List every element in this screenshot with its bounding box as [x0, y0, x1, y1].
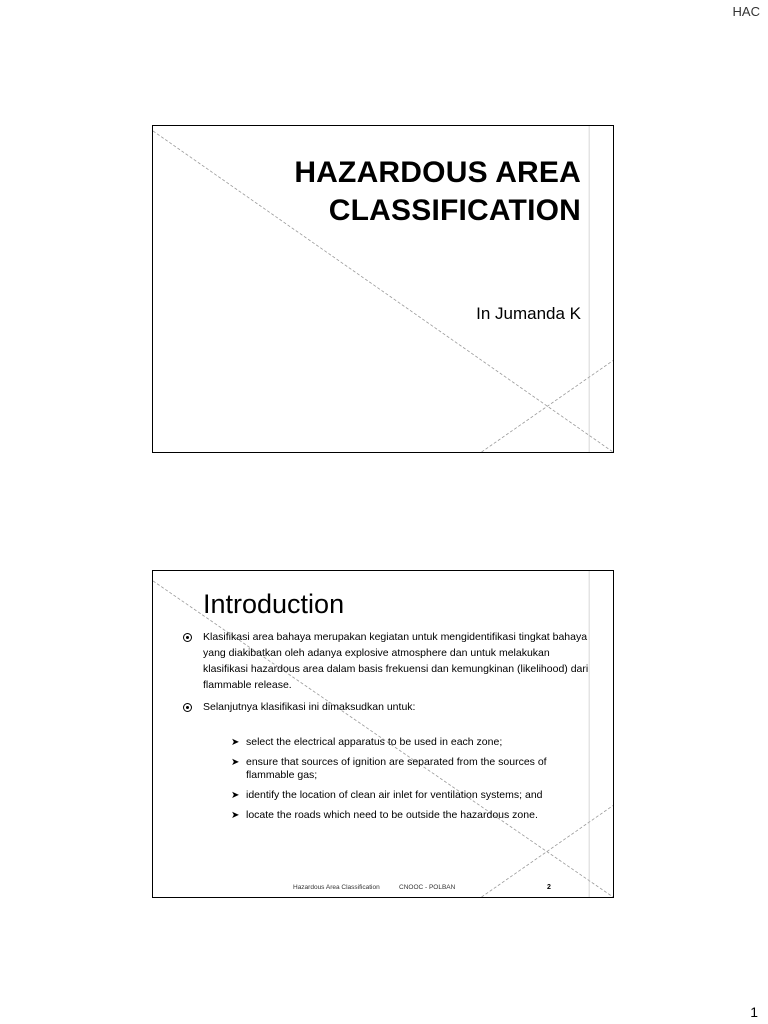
title-slide	[152, 125, 614, 453]
sub-bullet-list	[231, 736, 581, 829]
arrow-right-icon: ➤	[231, 810, 240, 821]
sub-bullet-text: select the electrical apparatus to be used in each zone;	[246, 736, 503, 748]
footer-page-number: 2	[547, 884, 551, 891]
sub-bullet-text: locate the roads which need to be outside the hazardous zone.	[246, 809, 538, 821]
bullet-text: Klasifikasi area bahaya merupakan kegiatan untuk mengidentifikasi tingkat bahaya yang diakibatkan oleh adanya explosive atmosphere dan untuk melakukan klasifikasi hazardous area dalam basis frekuensi dan kemungkinan (likelihood) dari flammable release.	[203, 631, 589, 691]
bullet-list	[183, 629, 593, 721]
arrow-right-icon: ➤	[231, 757, 240, 768]
slide-title	[201, 154, 581, 230]
bullet-icon	[183, 703, 192, 712]
bullet-icon	[183, 633, 192, 642]
page-header-label: HAC	[732, 4, 760, 19]
footer-organization: CNOOC - POLBAN	[399, 884, 456, 891]
title-line-2: CLASSIFICATION	[328, 194, 581, 227]
author-name: In Jumanda K	[476, 304, 581, 323]
list-item	[231, 789, 581, 802]
page-number: 1	[750, 1004, 758, 1020]
list-item	[183, 699, 593, 715]
sub-bullet-text: ensure that sources of ignition are separated from the sources of flammable gas;	[246, 756, 547, 781]
sub-bullet-text: identify the location of clean air inlet for ventilation systems; and	[246, 789, 543, 801]
title-line-1: HAZARDOUS AREA	[294, 156, 581, 189]
slide-title: Introduction	[203, 589, 345, 619]
list-item	[231, 736, 581, 749]
arrow-right-icon: ➤	[231, 790, 240, 801]
bullet-text: Selanjutnya klasifikasi ini dimaksudkan untuk:	[203, 701, 416, 713]
introduction-slide	[152, 570, 614, 898]
arrow-right-icon: ➤	[231, 737, 240, 748]
list-item	[231, 809, 581, 822]
list-item	[231, 756, 581, 782]
footer-title: Hazardous Area Classification	[293, 884, 380, 891]
list-item	[183, 629, 593, 693]
